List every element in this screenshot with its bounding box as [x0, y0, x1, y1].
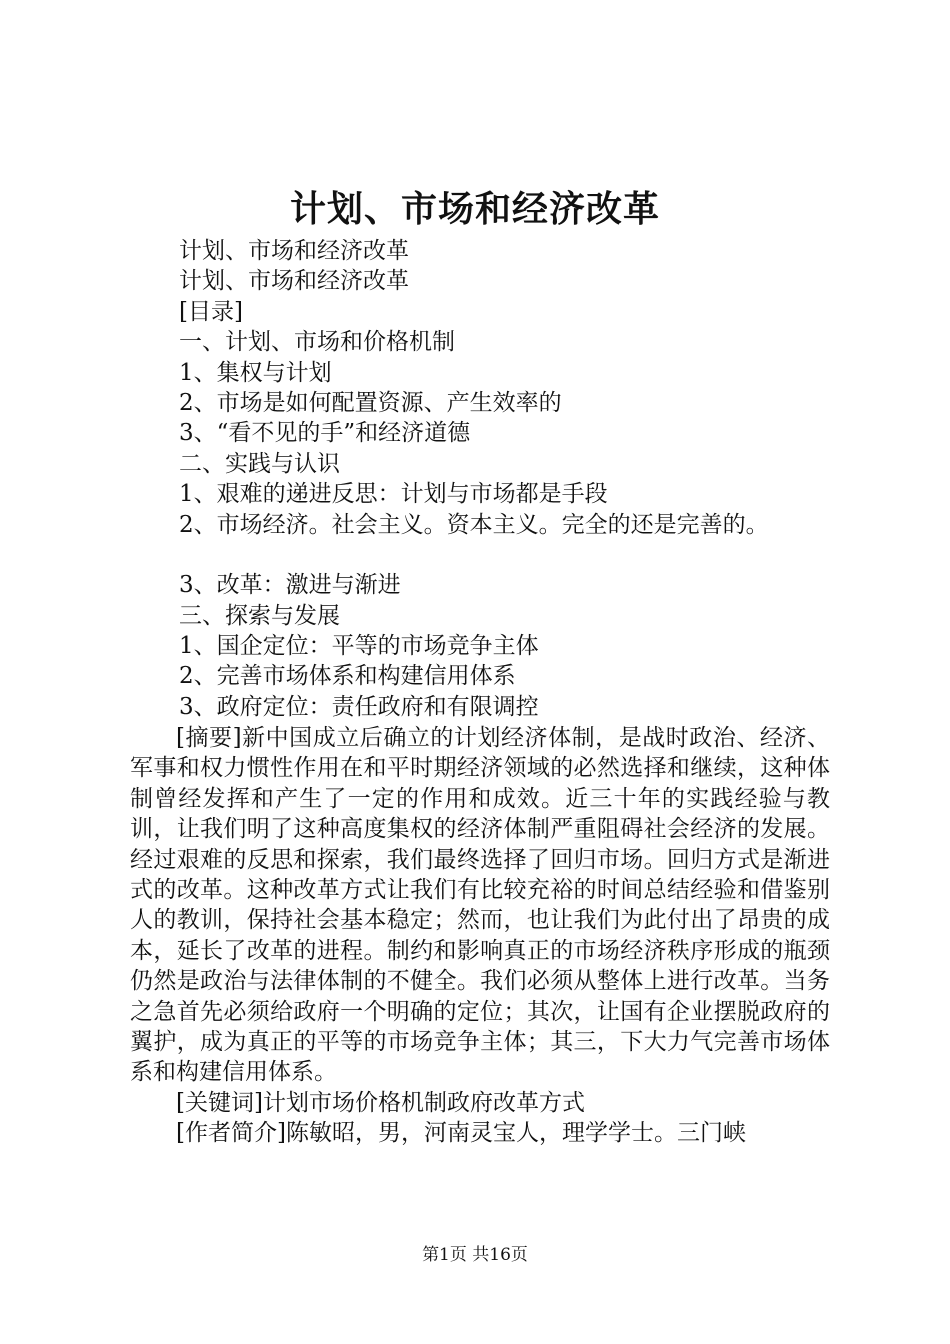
toc-item: 1、集权与计划 [179, 359, 332, 386]
keywords-paragraph: [关键词]计划市场价格机制政府改革方式 [176, 1089, 585, 1116]
toc-item: 3、改革：激进与渐进 [179, 572, 401, 599]
toc-section-2: 二、实践与认识 [179, 450, 340, 477]
document-title: 计划、市场和经济改革 [289, 188, 660, 230]
abstract-paragraph: [摘要]新中国成立后确立的计划经济体制，是战时政治、经济、军事和权力惯性作用在和平时期经济领域的必然选择和继续，这种体制曾经发挥和产生了一定的作用和成效。近三十年的实践经验与教训，让我们明了这种高度集权的经济体制严重阻碍社会经济的发展。经过艰难的反思和探索，我们最终选择了回归市场。回归方式是渐进式的改革。这种改革方式让我们有比较充裕的时间总结经验和借鉴别人的教训，保持社会基本稳定；然而，也让我们为此付出了昂贵的成本，延长了改革的进程。制约和影响真正的市场经济秩序形成的瓶颈仍然是政治与法律体制的不健全。我们必须从整体上进行改革。当务之急首先必须给政府一个明确的定位；其次，让国有企业摆脱政府的翼护，成为真正的平等的市场竞争主体；其三，下大力气完善市场体系和构建信用体系。 [130, 725, 830, 1086]
toc-heading: [目录] [179, 298, 243, 325]
toc-item: 2、市场是如何配置资源、产生效率的 [179, 389, 562, 416]
toc-blank-line [179, 540, 879, 570]
toc-item: 2、完善市场体系和构建信用体系 [179, 663, 516, 690]
page-number-footer: 第1页 共16页 [422, 1245, 528, 1265]
table-of-contents [179, 236, 879, 722]
toc-item: 1、国企定位：平等的市场竞争主体 [179, 633, 539, 660]
toc-item: 3、“看不见的手”和经济道德 [179, 420, 471, 447]
toc-section-1: 一、计划、市场和价格机制 [179, 329, 455, 356]
document-body [130, 723, 830, 1149]
author-intro-paragraph: [作者简介]陈敏昭，男，河南灵宝人，理学学士。三门峡 [176, 1120, 746, 1147]
toc-line: 计划、市场和经济改革 [179, 238, 409, 264]
toc-line: 计划、市场和经济改革 [179, 268, 409, 295]
toc-item: 1、艰难的递进反思：计划与市场都是手段 [179, 481, 608, 508]
toc-section-3: 三、探索与发展 [179, 602, 340, 629]
toc-item: 3、政府定位：责任政府和有限调控 [179, 693, 539, 720]
toc-item: 2、市场经济。社会主义。资本主义。完全的还是完善的。 [179, 511, 769, 538]
